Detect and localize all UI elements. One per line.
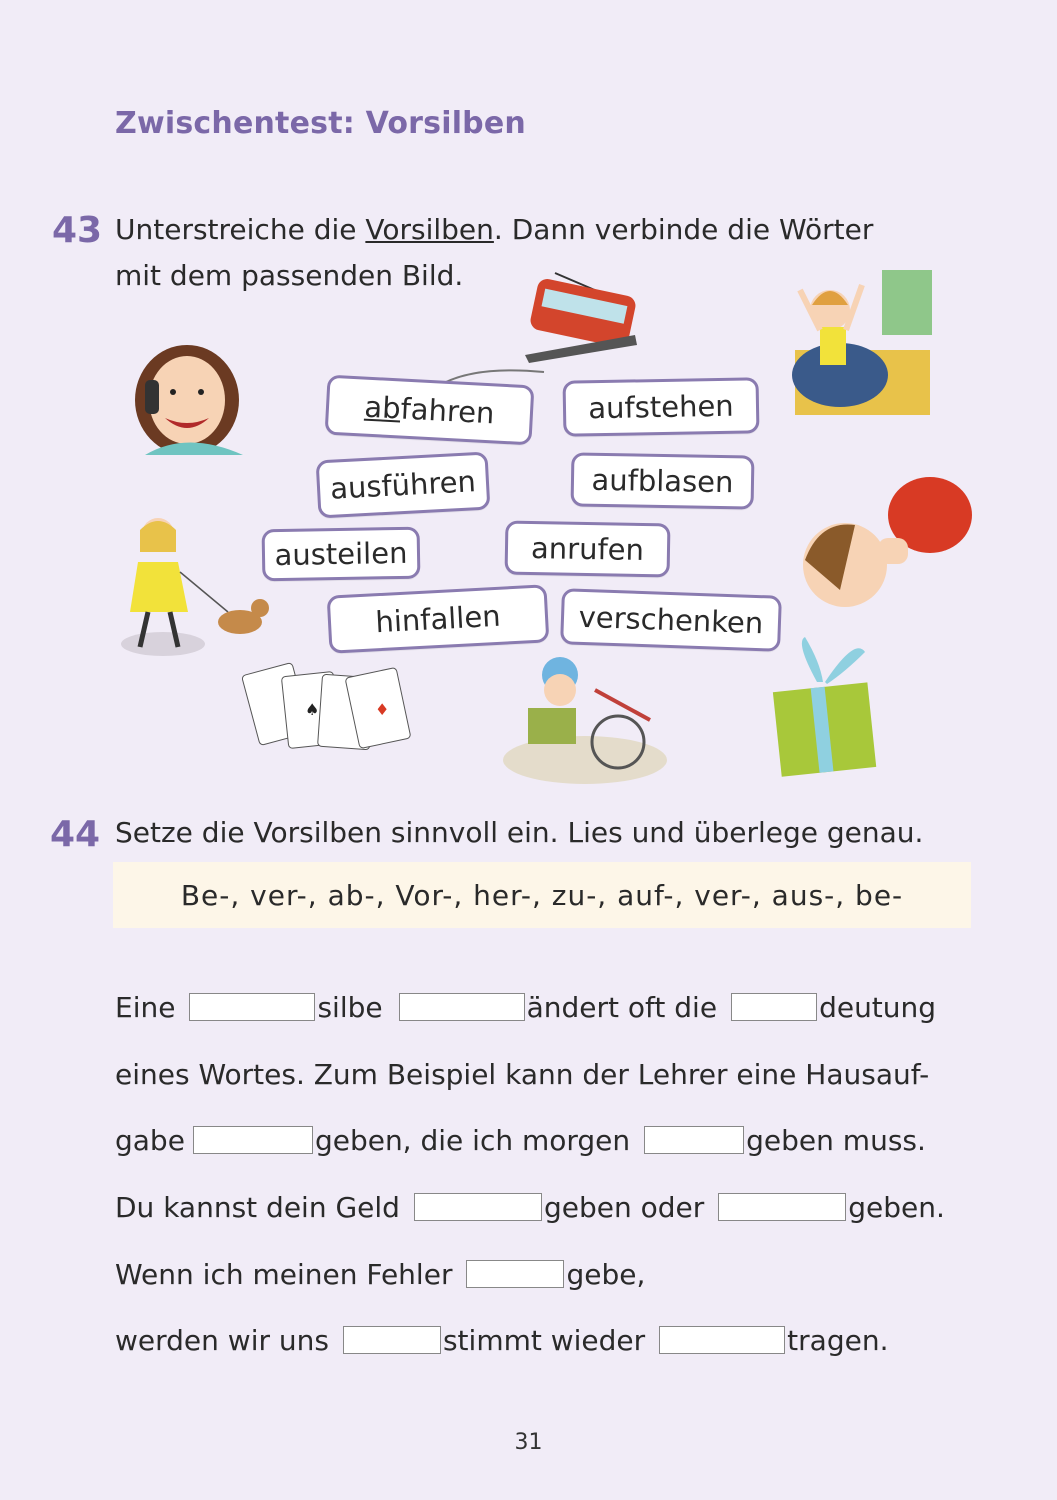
instruction-underlined-word: Vorsilben <box>365 213 494 246</box>
word-card-label: aufblasen <box>591 462 734 500</box>
svg-text:♦: ♦ <box>375 700 390 719</box>
sentence-text: Wenn ich meinen Fehler <box>115 1257 453 1291</box>
svg-text:♠: ♠ <box>305 700 320 719</box>
sentence-text: Eine <box>115 990 176 1024</box>
boy-balloon-icon <box>800 470 975 610</box>
blank-field[interactable] <box>399 993 525 1021</box>
word-card-label: ausführen <box>329 464 477 506</box>
sentence-text: gabe <box>115 1123 185 1157</box>
word-card-aufstehen[interactable] <box>563 377 760 436</box>
task-43-instruction <box>115 207 873 299</box>
word-card-anrufen[interactable] <box>505 521 671 578</box>
word-card-aufblasen[interactable] <box>571 452 755 509</box>
word-card-label: austeilen <box>274 535 408 573</box>
word-card-hinfallen[interactable] <box>327 584 550 653</box>
page-title: Zwischentest: Vorsilben <box>115 106 526 141</box>
blank-field[interactable] <box>644 1126 744 1154</box>
blank-field[interactable] <box>189 993 315 1021</box>
underlined-prefix: ab <box>363 389 402 426</box>
sentence-text: werden wir uns <box>115 1323 329 1357</box>
girl-walking-dog-icon <box>118 512 278 657</box>
page-number: 31 <box>514 1430 543 1455</box>
sentence-text: eines Wortes. Zum Beispiel kann der Lehrer eine Hausauf- <box>115 1057 930 1091</box>
task-number-44: 44 <box>50 814 101 855</box>
train-icon <box>525 265 640 365</box>
word-card-austeilen[interactable] <box>262 527 421 582</box>
instruction-text: . Dann verbinde die Wörter <box>493 213 874 246</box>
sentence-text: stimmt wieder <box>442 1323 646 1357</box>
sentence-text: Du kannst dein Geld <box>115 1190 400 1224</box>
word-card-label: hinfallen <box>374 598 502 640</box>
sentence-text: deutung <box>819 990 937 1024</box>
word-card-label: anrufen <box>530 531 645 567</box>
sentence-text: geben oder <box>543 1190 705 1224</box>
instruction-text: Unterstreiche die <box>115 213 366 246</box>
sentence-line-3 <box>115 1120 926 1160</box>
sentence-text: geben. <box>848 1190 945 1224</box>
sentence-line-2 <box>115 1054 929 1094</box>
sentence-text: tragen. <box>787 1323 889 1357</box>
woman-phone-icon <box>125 330 250 455</box>
gift-icon <box>765 632 880 777</box>
word-card-label: verschenken <box>578 599 764 641</box>
blank-field[interactable] <box>659 1326 785 1354</box>
playing-cards-icon <box>240 660 415 760</box>
word-card-label: aufstehen <box>588 388 734 426</box>
syllable-list: Be-, ver-, ab-, Vor-, her-, zu-, auf-, ver-, aus-, be- <box>113 862 971 928</box>
word-card-abfahren[interactable] <box>325 375 535 446</box>
task-number-43: 43 <box>52 210 103 251</box>
sentence-text: gebe, <box>566 1257 646 1291</box>
sentence-line-4 <box>115 1187 945 1227</box>
word-card-label: fahren <box>399 391 496 431</box>
blank-field[interactable] <box>193 1126 313 1154</box>
sentence-text: geben muss. <box>746 1123 926 1157</box>
blank-field[interactable] <box>414 1193 542 1221</box>
word-card-ausfuehren[interactable] <box>316 452 491 519</box>
sentence-text: ändert oft die <box>526 990 718 1024</box>
word-card-verschenken[interactable] <box>560 588 782 652</box>
sentence-text: geben, die ich morgen <box>314 1123 631 1157</box>
child-fallen-bike-icon <box>500 650 670 785</box>
child-waking-icon <box>790 265 940 420</box>
blank-field[interactable] <box>731 993 817 1021</box>
blank-field[interactable] <box>343 1326 441 1354</box>
blank-field[interactable] <box>466 1260 564 1288</box>
sentence-text: silbe <box>317 990 383 1024</box>
blank-field[interactable] <box>718 1193 846 1221</box>
sentence-line-6 <box>115 1320 888 1360</box>
instruction-text: mit dem passenden Bild. <box>115 259 464 292</box>
task-44-instruction: Setze die Vorsilben sinnvoll ein. Lies und überlege genau. <box>115 816 924 849</box>
sentence-line-5 <box>115 1254 645 1294</box>
sentence-line-1 <box>115 987 936 1027</box>
